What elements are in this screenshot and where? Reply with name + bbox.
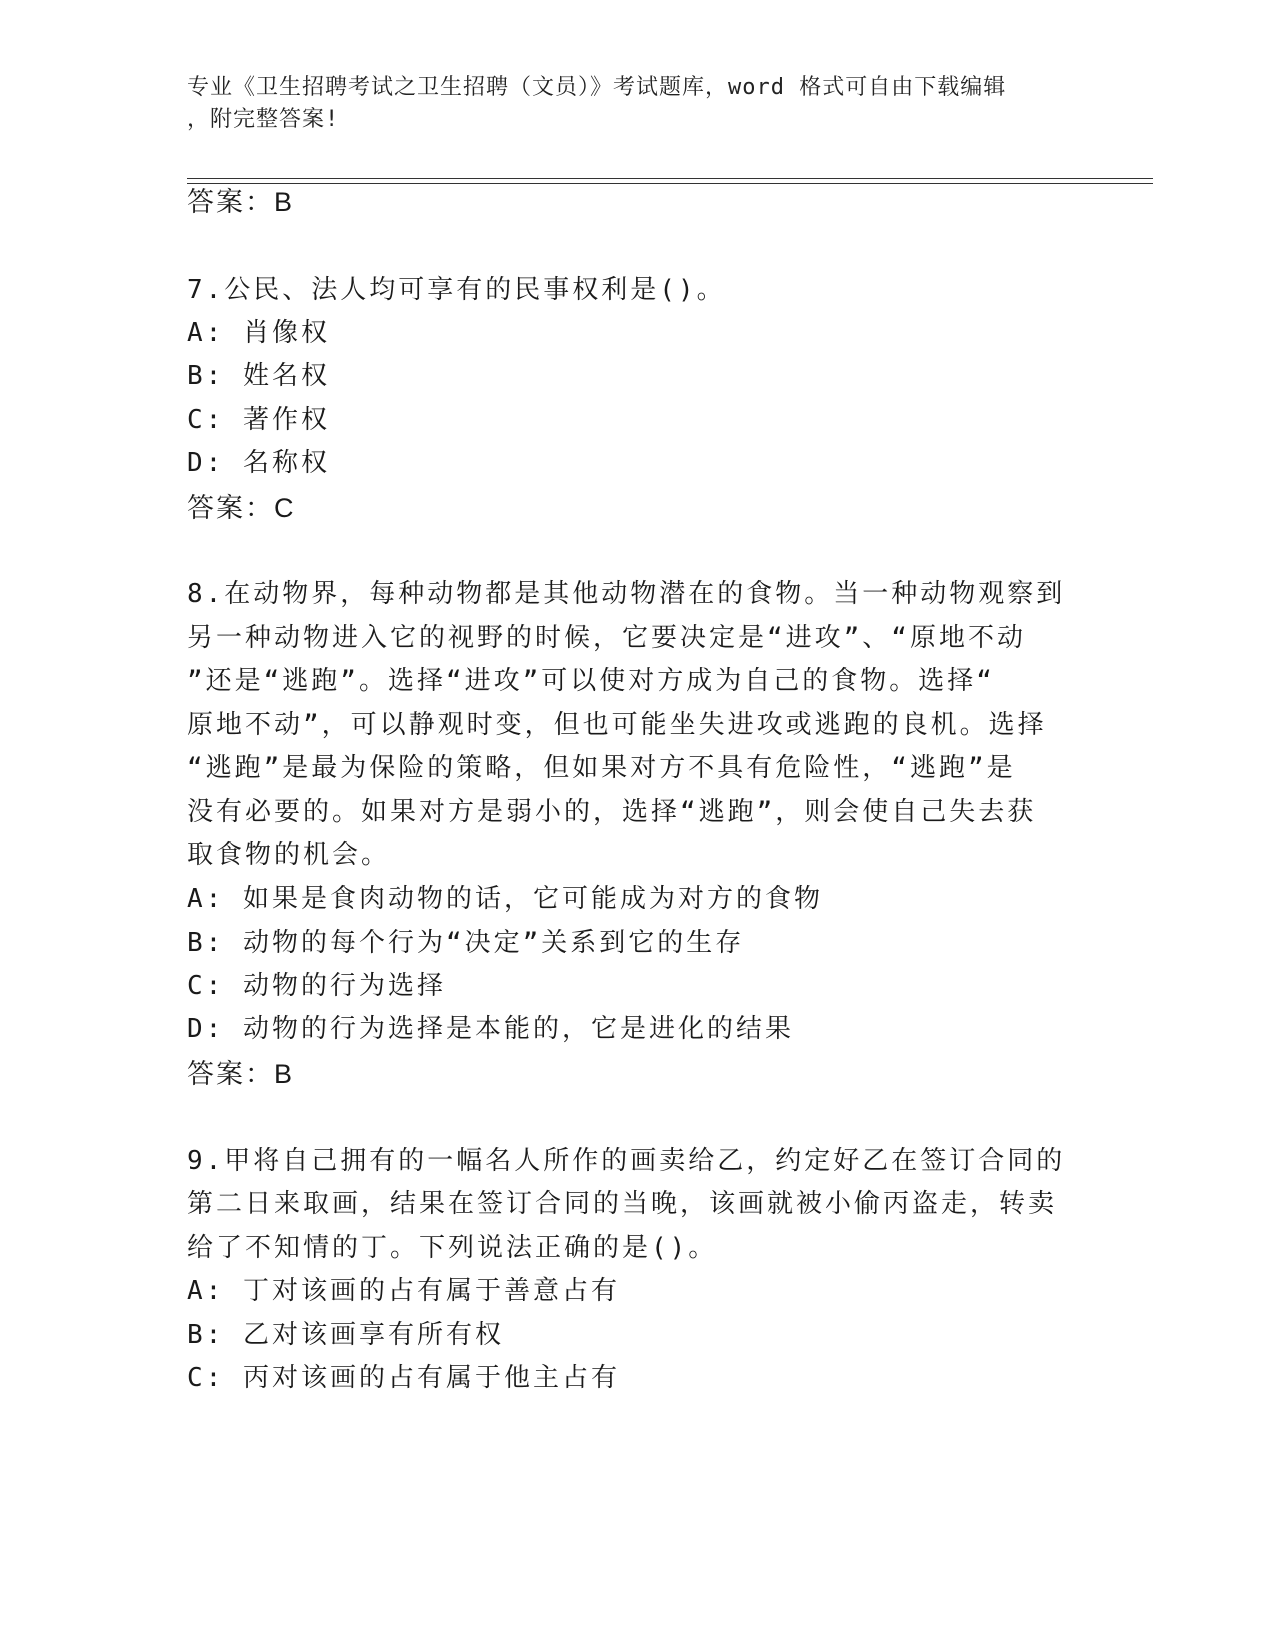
question-9-stem-line-2: 第二日来取画，结果在签订合同的当晚，该画就被小偷丙盗走，转卖: [187, 1189, 1058, 1219]
answer-previous: 答案：B: [187, 187, 295, 217]
question-8-option-c: C: 动物的行为选择: [187, 971, 446, 1001]
question-8-stem-line-5: “逃跑”是最为保险的策略，但如果对方不具有危险性，“逃跑”是: [187, 753, 1016, 783]
question-8-option-d: D: 动物的行为选择是本能的，它是进化的结果: [187, 1014, 794, 1044]
question-7-option-c: C: 著作权: [187, 405, 330, 435]
question-8-stem-line-7: 取食物的机会。: [187, 840, 391, 870]
question-7-option-b: B: 姓名权: [187, 361, 330, 391]
question-8-option-b: B: 动物的每个行为“决定”关系到它的生存: [187, 928, 745, 958]
header-line-2: ，附完整答案!: [187, 107, 340, 132]
question-7-answer: 答案：C: [187, 493, 296, 523]
header-divider-bottom: [187, 183, 1153, 184]
question-9-option-c: C: 丙对该画的占有属于他主占有: [187, 1363, 620, 1393]
question-7-stem: 7.公民、法人均可享有的民事权利是()。: [187, 275, 726, 305]
question-8-answer: 答案：B: [187, 1059, 295, 1089]
question-8-stem-line-1: 8.在动物界，每种动物都是其他动物潜在的食物。当一种动物观察到: [187, 579, 1066, 609]
question-8-stem-line-2: 另一种动物进入它的视野的时候，它要决定是“进攻”、“原地不动: [187, 623, 1026, 653]
question-7-option-d: D: 名称权: [187, 448, 330, 478]
question-9-stem-line-1: 9.甲将自己拥有的一幅名人所作的画卖给乙，约定好乙在签订合同的: [187, 1146, 1066, 1176]
header-divider-top: [187, 178, 1153, 179]
question-9-stem-line-3: 给了不知情的丁。下列说法正确的是()。: [187, 1233, 718, 1263]
question-8-stem-line-3: ”还是“逃跑”。选择“进攻”可以使对方成为自己的食物。选择“: [187, 666, 995, 696]
question-9-option-b: B: 乙对该画享有所有权: [187, 1320, 504, 1350]
question-8-stem-line-6: 没有必要的。如果对方是弱小的，选择“逃跑”，则会使自己失去获: [187, 797, 1037, 827]
question-8-option-a: A: 如果是食肉动物的话，它可能成为对方的食物: [187, 884, 823, 914]
header-line-1: 专业《卫生招聘考试之卫生招聘（文员）》考试题库，word 格式可自由下载编辑: [187, 75, 1007, 100]
document-header: [187, 72, 1067, 136]
question-9-option-a: A: 丁对该画的占有属于善意占有: [187, 1276, 620, 1306]
question-7-option-a: A: 肖像权: [187, 318, 330, 348]
question-8-stem-line-4: 原地不动”，可以静观时变，但也可能坐失进攻或逃跑的良机。选择: [187, 710, 1047, 740]
